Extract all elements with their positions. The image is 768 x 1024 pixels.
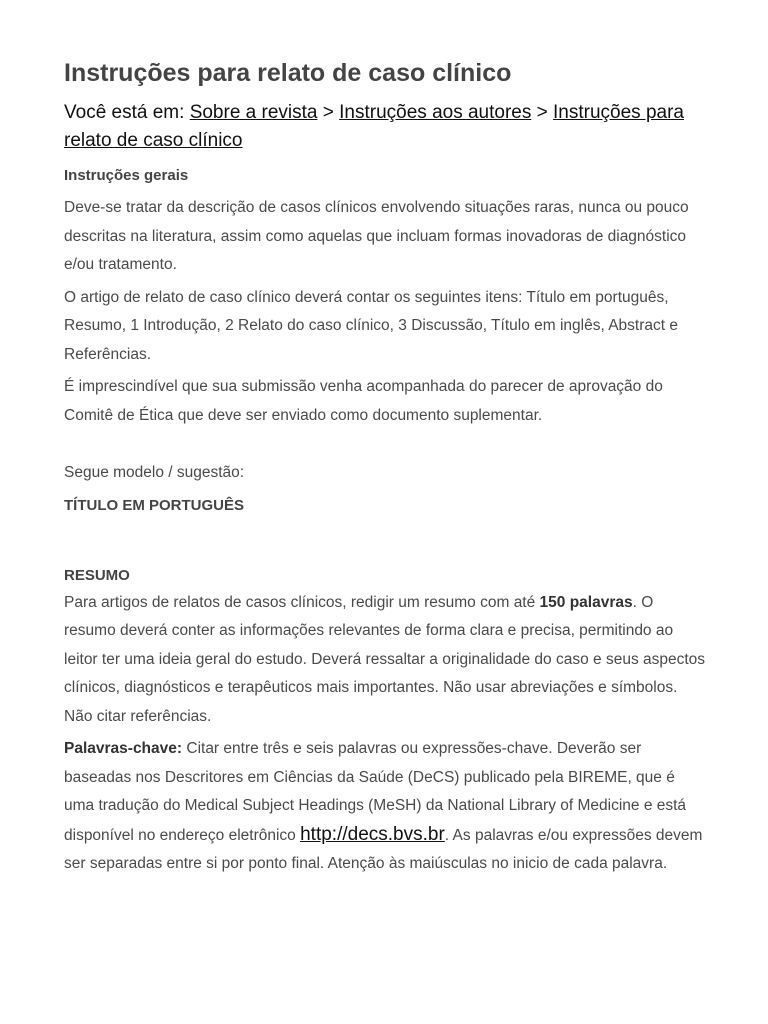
resumo-text-after: . O resumo deverá conter as informações relevantes de forma clara e precisa, permitindo ao leitor ter uma ideia geral do estudo. Deverá ressaltar a originalidade do caso e seus aspectos clínicos, diagnósticos e terapêuticos mais importantes. Não usar abreviações e símbolos. Não citar referências. <box>64 593 706 725</box>
title-portuguese-heading: TÍTULO EM PORTUGUÊS <box>64 496 244 514</box>
general-paragraph-3: É imprescindível que sua submissão venha acompanhada do parecer de aprovação do Comitê de Ética que deve ser enviado como documento suplementar. <box>64 378 663 424</box>
page-title: Instruções para relato de caso clínico <box>64 59 512 87</box>
general-paragraph-2: O artigo de relato de caso clínico deverá contar os seguintes itens: Título em português, Resumo, 1 Introdução, 2 Relato do caso clínico, 3 Discussão, Título em inglês, Abstract e Referências. <box>64 288 678 363</box>
breadcrumb-separator: > <box>531 102 554 123</box>
breadcrumb-separator: > <box>317 102 340 123</box>
decs-link[interactable]: http://decs.bvs.br <box>300 823 445 845</box>
breadcrumb <box>64 99 708 155</box>
resumo-word-limit: 150 palavras <box>539 593 633 611</box>
keywords-text-after: . As palavras e/ou expressões devem ser separadas entre si por ponto final. Atenção às maiúsculas no inicio de cada palavra. <box>64 826 703 872</box>
keywords-label: Palavras-chave: <box>64 740 183 757</box>
resumo-paragraph <box>64 589 708 732</box>
breadcrumb-link-relato-caso[interactable]: Instruções para relato de caso clínico <box>64 102 684 151</box>
keywords-text-before: Citar entre três e seis palavras ou expressões-chave. Deverão ser baseadas nos Descritores em Ciências da Saúde (DeCS) publicado pela BIREME, que é uma tradução do Medical Subject Headings (MeSH) da National Library of Medicine e está disponível no endereço eletrônico <box>64 740 687 844</box>
breadcrumb-link-instrucoes-autores[interactable]: Instruções aos autores <box>339 102 532 123</box>
general-paragraph-1: Deve-se tratar da descrição de casos clínicos envolvendo situações raras, nunca ou pouco descritas na literatura, assim como aquelas que incluam formas inovadoras de diagnóstico e/ou tratamento. <box>64 199 689 273</box>
general-instructions-heading: Instruções gerais <box>64 167 189 184</box>
resumo-heading: RESUMO <box>64 566 130 584</box>
breadcrumb-link-sobre-revista[interactable]: Sobre a revista <box>189 102 318 123</box>
resumo-text-before: Para artigos de relatos de casos clínicos, redigir um resumo com até <box>64 593 540 611</box>
breadcrumb-prefix: Você está em: <box>64 102 190 123</box>
model-intro: Segue modelo / sugestão: <box>64 464 245 481</box>
keywords-paragraph <box>64 735 708 879</box>
